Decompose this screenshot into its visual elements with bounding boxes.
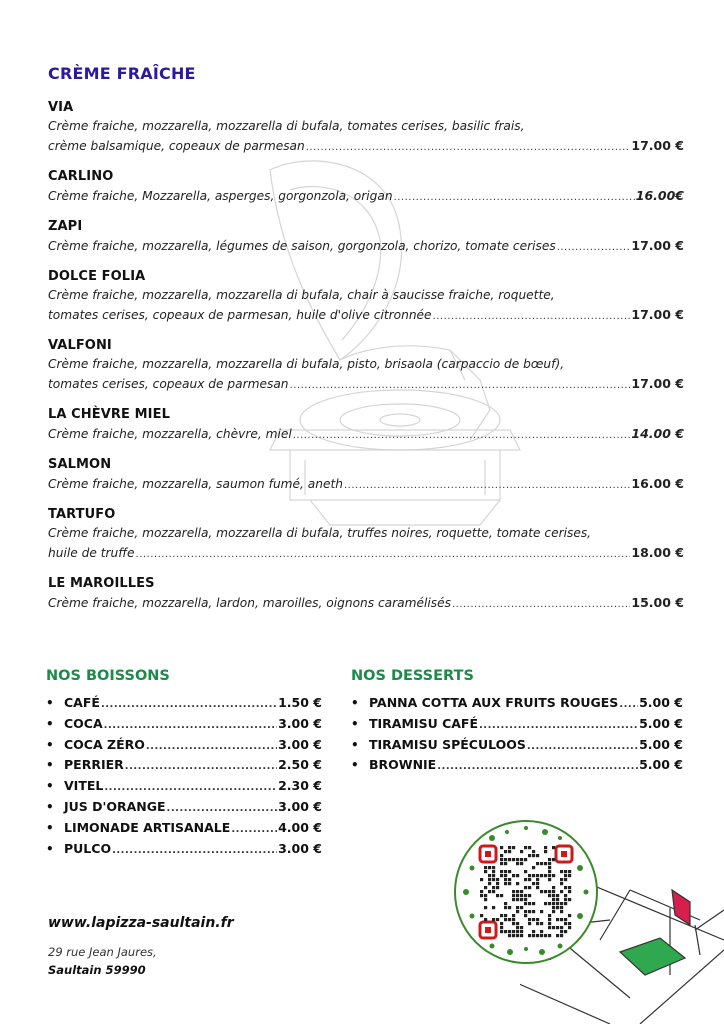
drinks-item <box>46 777 322 798</box>
bullet-icon: • <box>46 820 54 835</box>
pizza-ingredients: Crème fraiche, mozzarella, mozzarella di bufala, truffes noires, roquette, tomate cerises, <box>48 526 592 540</box>
pizza-price: 17.00 € <box>631 138 684 153</box>
pizza-item <box>48 574 684 614</box>
item-price: 3.00 € <box>278 736 322 752</box>
desserts-section <box>351 668 683 777</box>
drinks-list <box>46 694 322 860</box>
drinks-item <box>46 736 322 757</box>
item-price: 3.00 € <box>278 715 322 731</box>
dot-leader <box>125 758 277 777</box>
dot-leader <box>394 188 635 207</box>
address-street: 29 rue Jean Jaures, <box>48 945 157 959</box>
bullet-icon: • <box>46 737 54 752</box>
item-name: CAFÉ <box>64 695 100 710</box>
pizza-name: VIA <box>48 100 74 115</box>
pizza-description-line <box>48 593 684 614</box>
dot-leader <box>101 696 277 715</box>
address-city: Saultain 59990 <box>48 963 146 977</box>
pizza-ingredients: Crème fraiche, mozzarella, mozzarella di bufala, pisto, brisaola (carpaccio de bœuf), <box>48 357 565 371</box>
bullet-icon: • <box>46 841 54 856</box>
pizza-item <box>48 455 684 495</box>
item-name: BROWNIE <box>369 757 437 773</box>
bullet-icon: • <box>351 758 359 773</box>
drinks-item <box>46 715 322 736</box>
pizza-price: 18.00 € <box>631 545 684 560</box>
desserts-list <box>351 694 683 777</box>
dot-leader <box>104 779 277 798</box>
desserts-title: NOS DESSERTS <box>351 668 474 684</box>
pizza-name: CARLINO <box>48 169 114 184</box>
pizza-ingredients: Crème fraiche, mozzarella, légumes de saison, gorgonzola, chorizo, tomate cerises <box>48 239 556 253</box>
drinks-title: NOS BOISSONS <box>46 668 170 684</box>
drinks-item <box>46 694 322 715</box>
pizza-name: DOLCE FOLIA <box>48 269 146 284</box>
item-price: 3.00 € <box>278 798 322 814</box>
pizza-list <box>48 98 684 624</box>
dot-leader <box>167 800 278 819</box>
dot-leader <box>479 717 638 736</box>
dot-leader <box>527 738 638 757</box>
dot-leader <box>231 821 277 840</box>
item-name: PANNA COTTA AUX FRUITS ROUGES <box>369 695 619 710</box>
pizza-name: TARTUFO <box>48 507 116 522</box>
dot-leader <box>433 307 631 326</box>
dot-leader <box>557 238 631 257</box>
pizza-ingredients: Crème fraiche, mozzarella, saumon fumé, aneth <box>48 477 343 491</box>
drinks-section <box>46 668 322 860</box>
bullet-icon: • <box>351 696 359 710</box>
bullet-icon: • <box>46 799 54 814</box>
pizza-ingredients: Crème fraiche, mozzarella, chèvre, miel <box>48 427 292 441</box>
pizza-item <box>48 267 684 326</box>
pizza-item <box>48 98 684 157</box>
pizza-ingredients: Crème fraiche, Mozzarella, asperges, gorgonzola, origan <box>48 189 393 203</box>
pizza-name: VALFONI <box>48 338 112 353</box>
item-name: JUS D'ORANGE <box>64 798 166 814</box>
pizza-ingredients: tomates cerises, copeaux de parmesan, huile d'olive citronnée <box>48 308 432 322</box>
item-price: 3.00 € <box>278 840 322 856</box>
dot-leader <box>290 376 631 395</box>
pizza-description-line <box>48 117 684 136</box>
drinks-item <box>46 756 322 777</box>
pizza-ingredients: tomates cerises, copeaux de parmesan <box>48 377 289 391</box>
pizza-ingredients: crème balsamique, copeaux de parmesan <box>48 139 305 153</box>
pizza-description-line <box>48 543 684 564</box>
pizza-item <box>48 405 684 445</box>
pizza-name: ZAPI <box>48 219 83 234</box>
pizza-description-line <box>48 524 684 543</box>
item-name: VITEL <box>64 778 104 794</box>
pizza-price: 17.00 € <box>631 376 684 391</box>
pizza-ingredients: Crème fraiche, mozzarella, lardon, maroilles, oignons caramélisés <box>48 596 451 610</box>
pizza-price: 16.00€ <box>635 188 684 203</box>
pizza-ingredients: Crème fraiche, mozzarella, mozzarella di bufala, chair à saucisse fraiche, roquette, <box>48 288 555 302</box>
pizza-price: 17.00 € <box>631 307 684 322</box>
item-name: COCA ZÉRO <box>64 736 145 752</box>
pizza-description-line <box>48 424 684 445</box>
pizza-description-line <box>48 186 684 207</box>
dot-leader <box>104 717 277 736</box>
bullet-icon: • <box>46 779 54 794</box>
pizza-name: SALMON <box>48 457 112 472</box>
dot-leader <box>437 758 638 777</box>
item-price: 2.50 € <box>278 757 322 773</box>
pizza-item <box>48 336 684 395</box>
dot-leader <box>136 545 631 564</box>
pizza-description-line <box>48 236 684 257</box>
item-price: 5.00 € <box>639 695 683 710</box>
dot-leader <box>306 138 631 157</box>
dot-leader <box>619 696 638 715</box>
pizza-description-line <box>48 374 684 395</box>
item-name: COCA <box>64 715 103 731</box>
item-price: 5.00 € <box>639 736 683 752</box>
bullet-icon: • <box>46 716 54 731</box>
pizza-name: LA CHÈVRE MIEL <box>48 407 170 422</box>
desserts-item <box>351 756 683 777</box>
bullet-icon: • <box>351 716 359 731</box>
item-name: PERRIER <box>64 757 124 773</box>
drinks-item <box>46 798 322 819</box>
pizza-price: 15.00 € <box>631 595 684 610</box>
bullet-icon: • <box>46 758 54 773</box>
pizza-price: 16.00 € <box>631 476 684 491</box>
section-title-creme-fraiche: CRÈME FRAÎCHE <box>48 64 196 83</box>
pizza-ingredients: Crème fraiche, mozzarella, mozzarella di bufala, tomates cerises, basilic frais, <box>48 119 525 133</box>
pizza-item <box>48 217 684 257</box>
pizza-description-line <box>48 355 684 374</box>
drinks-item <box>46 840 322 861</box>
item-price: 5.00 € <box>639 715 683 731</box>
item-name: TIRAMISU SPÉCULOOS <box>369 736 526 752</box>
desserts-item <box>351 736 683 757</box>
dot-leader <box>112 842 277 861</box>
desserts-item <box>351 694 683 715</box>
item-price: 4.00 € <box>278 819 322 835</box>
item-price: 1.50 € <box>278 695 322 710</box>
item-price: 5.00 € <box>639 757 683 773</box>
pizza-item <box>48 167 684 207</box>
bullet-icon: • <box>46 696 54 710</box>
dot-leader <box>293 426 631 445</box>
pizza-price: 14.00 € <box>631 426 684 441</box>
desserts-item <box>351 715 683 736</box>
pizza-ingredients: huile de truffe <box>48 546 135 560</box>
pizza-item <box>48 505 684 564</box>
dot-leader <box>344 476 630 495</box>
item-name: TIRAMISU CAFÉ <box>369 715 478 731</box>
drinks-item <box>46 819 322 840</box>
item-name: PULCO <box>64 840 112 856</box>
dot-leader <box>146 738 277 757</box>
pizza-description-line <box>48 136 684 157</box>
pizza-price: 17.00 € <box>631 238 684 253</box>
website-link[interactable]: www.lapizza-saultain.fr <box>48 915 234 931</box>
item-name: LIMONADE ARTISANALE <box>64 819 231 835</box>
bullet-icon: • <box>351 737 359 752</box>
dot-leader <box>452 595 630 614</box>
pizza-description-line <box>48 286 684 305</box>
pizza-description-line <box>48 305 684 326</box>
pizza-description-line <box>48 474 684 495</box>
pizza-name: LE MAROILLES <box>48 576 155 591</box>
item-price: 2.30 € <box>278 778 322 794</box>
qr-code-icon[interactable] <box>452 818 600 966</box>
